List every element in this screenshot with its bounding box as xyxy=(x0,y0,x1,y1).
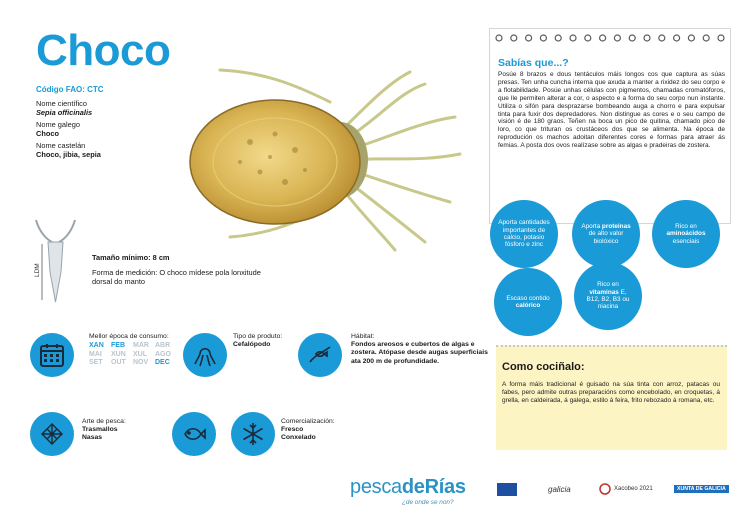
pescaderias-logo xyxy=(350,476,466,499)
snowflake-icon xyxy=(231,412,275,456)
month-dec: DEC xyxy=(155,359,170,367)
ring xyxy=(585,35,591,41)
slogan: ¿de onde se non? xyxy=(402,499,454,506)
ring xyxy=(600,35,606,41)
habitat-icon xyxy=(298,333,342,377)
page-title: Choco xyxy=(36,26,171,75)
month-nov: NOV xyxy=(133,359,149,367)
fao-code: Código FAO: CTC xyxy=(36,85,104,94)
min-size-value: 8 cm xyxy=(152,253,170,262)
brand-a: pesca xyxy=(350,476,402,498)
commerce-info xyxy=(281,418,335,443)
galicia-logo: galicia xyxy=(548,484,571,494)
ring xyxy=(570,35,576,41)
commerce-value-2: Conxelado xyxy=(281,434,316,442)
brand-b: deRías xyxy=(401,476,466,498)
ring xyxy=(718,35,724,41)
habitat-value: Fondos areosos e cubertos de algas e zostera. Atópase desde augas superficiais ata 200 m de profundidade. xyxy=(351,341,488,365)
min-size xyxy=(92,253,262,262)
facts-card xyxy=(489,28,731,224)
commerce-value-1: Fresco xyxy=(281,426,304,434)
fishing-net-icon xyxy=(30,412,74,456)
notebook-rings xyxy=(489,33,731,43)
ring xyxy=(674,35,680,41)
min-size-label: Tamaño mínimo: xyxy=(92,253,151,262)
facts-title: Sabías que...? xyxy=(498,57,569,69)
ring xyxy=(644,35,650,41)
ring xyxy=(614,35,620,41)
ring xyxy=(496,35,502,41)
galician-name-label: Nome galego xyxy=(36,120,80,129)
nutrition-bubble-calories: Escaso contido calórico xyxy=(494,268,562,336)
nutrition-bubble-minerals: Aporta cantidades importantes de calcio, potasio fósforo e zinc xyxy=(490,200,558,268)
ring xyxy=(703,35,709,41)
month-mar: MAR xyxy=(133,342,149,350)
month-xul: XUL xyxy=(133,350,147,358)
consumption-label: Mellor época de consumo: xyxy=(89,333,169,340)
consumption-info xyxy=(89,333,177,367)
eu-flag-logo xyxy=(497,482,517,496)
months-grid xyxy=(89,342,177,367)
spanish-name-label: Nome castelán xyxy=(36,141,86,150)
xunta-logo: XUNTA DE GALICIA xyxy=(674,482,729,496)
fishing-value-1: Trasmallos xyxy=(82,426,118,434)
ring xyxy=(688,35,694,41)
cuttlefish-illustration xyxy=(180,62,470,252)
commerce-label: Comercialización: xyxy=(281,418,335,425)
month-xun: XUN xyxy=(111,350,126,358)
product-value: Cefalópodo xyxy=(233,341,271,349)
nutrition-bubble-proteins: Aporta proteínas de alto valor biolóxico xyxy=(572,200,640,268)
species-names xyxy=(36,99,101,162)
facts-text: Posúe 8 brazos e dous tentáculos máis longos cos que captura as súas presas. Ten unha cuncha interna que axuda a manter a rixidez do seu corpo e a flotabilidade. Posúe unhas células con pigmentos, chamadas cromatóforos, que lle permiten alterar a cor, o aspecto e a forma do seu corpo nun instante. Utiliza o sifón para desprazarse bombeando auga a chorro e para expulsar tinta para fuxir dos depredadores. Non distingue as cores e o seu campo de visión é de 180 graos. Teñen na boca un pico de quitina, chamado pico de loro, co que trituran os crustáceos dos que se alimenta. Na época de reprodución os machos adoitan diferentes cores e formas para atraer ás femias. A posta dos ovos realízase sobre as algas e pradeiras de zostera. xyxy=(498,71,725,150)
habitat-label: Hábitat: xyxy=(351,333,375,340)
month-abr: ABR xyxy=(155,342,171,350)
xacobeo-icon xyxy=(599,483,611,495)
ring xyxy=(659,35,665,41)
fishing-value-2: Nasas xyxy=(82,434,103,442)
product-info xyxy=(233,333,282,349)
cooking-text: A forma máis tradicional é guisado na súa tinta con arroz, patacas ou fabes, pero admite outras preparacións como encebolado, en croquetas, á grella, en caldeirada, á galega, estilo á feira, frito rebozado á romana, etc. xyxy=(502,381,720,404)
fish-icon xyxy=(172,412,216,456)
month-ago: AGO xyxy=(155,350,171,358)
ring xyxy=(629,35,635,41)
fishing-label: Arte de pesca: xyxy=(82,418,126,425)
ring xyxy=(526,35,532,41)
month-mai: MAI xyxy=(89,350,102,358)
fishing-info xyxy=(82,418,126,443)
nutrition-bubble-vitamins: Rico en vitaminas E, B12, B2, B3 ou niacina xyxy=(574,262,642,330)
calendar-icon xyxy=(30,333,74,377)
product-label: Tipo de produto: xyxy=(233,333,283,340)
measure-text: Forma de medición: O choco mídese pola lonxitude dorsal do manto xyxy=(92,268,261,287)
month-set: SET xyxy=(89,359,103,367)
ring xyxy=(555,35,561,41)
month-xan: XAN xyxy=(89,342,104,350)
month-feb: FEB xyxy=(111,342,125,350)
nutrition-bubble-aminoacids: Rico en aminoácidos esenciais xyxy=(652,200,720,268)
month-out: OUT xyxy=(111,359,126,367)
galician-name: Choco xyxy=(36,129,59,138)
habitat-info xyxy=(351,333,491,366)
ring xyxy=(540,35,546,41)
spanish-name: Choco, jibia, sepia xyxy=(36,150,101,159)
cooking-box xyxy=(496,345,727,450)
scientific-name-label: Nome científico xyxy=(36,99,87,108)
cooking-title: Como cociñalo: xyxy=(502,361,585,373)
xacobeo-logo: Xacobeo 2021 xyxy=(599,482,653,496)
octopus-icon xyxy=(183,333,227,377)
ring xyxy=(511,35,517,41)
mantle-length-icon xyxy=(28,212,83,307)
scientific-name: Sepia officinalis xyxy=(36,108,93,117)
size-info xyxy=(92,253,262,287)
ldm-label: LDM xyxy=(34,263,41,277)
